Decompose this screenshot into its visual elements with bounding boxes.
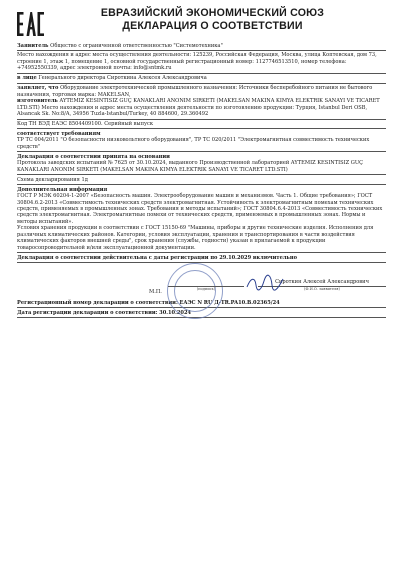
divider [17,83,386,84]
applicant-name: Общество с ограниченной ответственностью "Системотехника" [50,42,223,49]
divider [17,50,386,51]
representative: Генерального директора Сироткина Алексея Александровича [38,75,207,82]
eac-logo [17,12,44,36]
declares-section [17,85,386,98]
applicant-address: Место нахождения и адрес места осуществления деятельности: 125239, Российская Федерация, Москва, улица Коптевская, дом 73, строение 1, этаж 1, помещение 1, основной государственный регистрационный номер: 1127746513510, номер телефона: +74952550339, адрес электронной почты: info@sntmk.ru [17,52,377,72]
product-description: Оборудование электротехнической промышленного назначения: Источники бесперебойного питания не бытового назначения, торговая марка: MAKELSAN, [17,85,373,98]
manufacturer-section [17,98,386,117]
signer-name: Сироткин Алексей Александрович [275,279,369,286]
requirements-text: ТР ТС 004/2011 "О безопасности низковольтного оборудования", ТР ТС 020/2011 "Электромагнитная совместимость технических средств" [17,137,370,150]
divider [17,73,386,74]
basis-label: Декларация о соответствии принята на основании [17,153,170,160]
divider [17,252,386,253]
applicant-section [17,43,386,49]
registration-number-label: Регистрационный номер декларации о соответствии: [17,299,178,306]
divider [17,119,386,120]
signature-block [17,279,386,291]
validity: Декларация о соответствии действительна с даты регистрации по 29.10.2029 включительно [17,254,298,261]
extra-info-text: ГОСТ Р МЭК 60204-1-2007 «Безопасность машин. Электрооборудование машин и механизмов. Часть 1. Общие требования»; ГОСТ 30804.6.2-2013 «Совместимость технических средств электромагнитная. Устойчивость к электромагнитным помехам технических средств, применяемых в промышленных зонах. Требования и методы испытаний»; ГОСТ 30804.6.4-2013 «Совместимость технических средств электромагнитная. Электромагнитные помехи от технических средств, применяемых в промышленных зонах. Нормы и методы испытаний». [17,193,383,225]
declares-label: заявляет, что [17,85,59,92]
divider [17,174,386,175]
union-title: ЕВРАЗИЙСКИЙ ЭКОНОМИЧЕСКИЙ СОЮЗ [100,7,325,19]
representative-prefix: в лице [17,75,37,82]
divider [17,151,386,152]
registration-number: ЕАЭС N RU Д-TR.PA10.B.02365/24 [179,299,280,306]
divider [17,128,386,129]
signer-caption: (Ф.И.О. заявителя) [304,286,340,291]
official-stamp [167,263,223,319]
extra-info-label: Дополнительная информация [17,186,108,193]
divider [17,184,386,185]
manufacturer-name: AYTEMIZ KESINTISIZ GUÇ KANAKLARI ANONIM SIRKETI (MAKELSAN MAKINA KIMYA ELEKTRIK SANAYI VE TICARET LTD.STI) [17,98,380,111]
product-code: Код ТН ВЭД ЕАЭС 8504409100. Серийный выпуск [17,121,154,128]
handwritten-signature [245,273,285,293]
manufacturer-address: Место нахождения и адрес места осуществления деятельности по изготовлению продукции: Турция, Istanbul Deri OSB, Alsancak Sk. No:8/A, 34956 Tuzla-Istanbul/Turkey, 40 884600, 29.360492 [17,104,368,118]
registration-date-label: Дата регистрации декларации о соответствии: [17,309,158,316]
basis-text: Протокола заводских испытаний № 7625 от 30.10.2024, выданного Производственной лабораторией AYTEMIZ KESINTISIZ GUÇ KANAKLARI ANONIM SIRKETI (MAKELSAN MAKINA KIMYA ELEKTRIK SANAYI VE TICARET LTD.STI) [17,160,364,173]
registration-date: 30.10.2024 [159,309,192,316]
declaration-scheme: Схема декларирования 1д [17,176,88,183]
signature-caption: (подпись) [196,286,216,291]
requirements-label: соответствует требованиям [17,130,101,137]
stamp-mark: М.П. [149,289,162,296]
signature-field [168,286,244,292]
storage-conditions: Условия хранения продукции в соответствии с ГОСТ 15150-69 "Машины, приборы и другие технические изделия. Исполнения для различных климатических районов. Категории, условия эксплуатации, хранения и транспортирования в части воздействия климатических факторов внешней среды", срок хранения (службы, годности) указан в прилагаемой к продукции товаросопроводительной и/или эксплуатационной документации. [17,225,374,251]
document-title [17,7,386,33]
manufacturer-label: изготовитель [17,98,58,105]
declaration-title: ДЕКЛАРАЦИЯ О СООТВЕТСТВИИ [122,20,303,32]
applicant-label: Заявитель [17,42,49,49]
